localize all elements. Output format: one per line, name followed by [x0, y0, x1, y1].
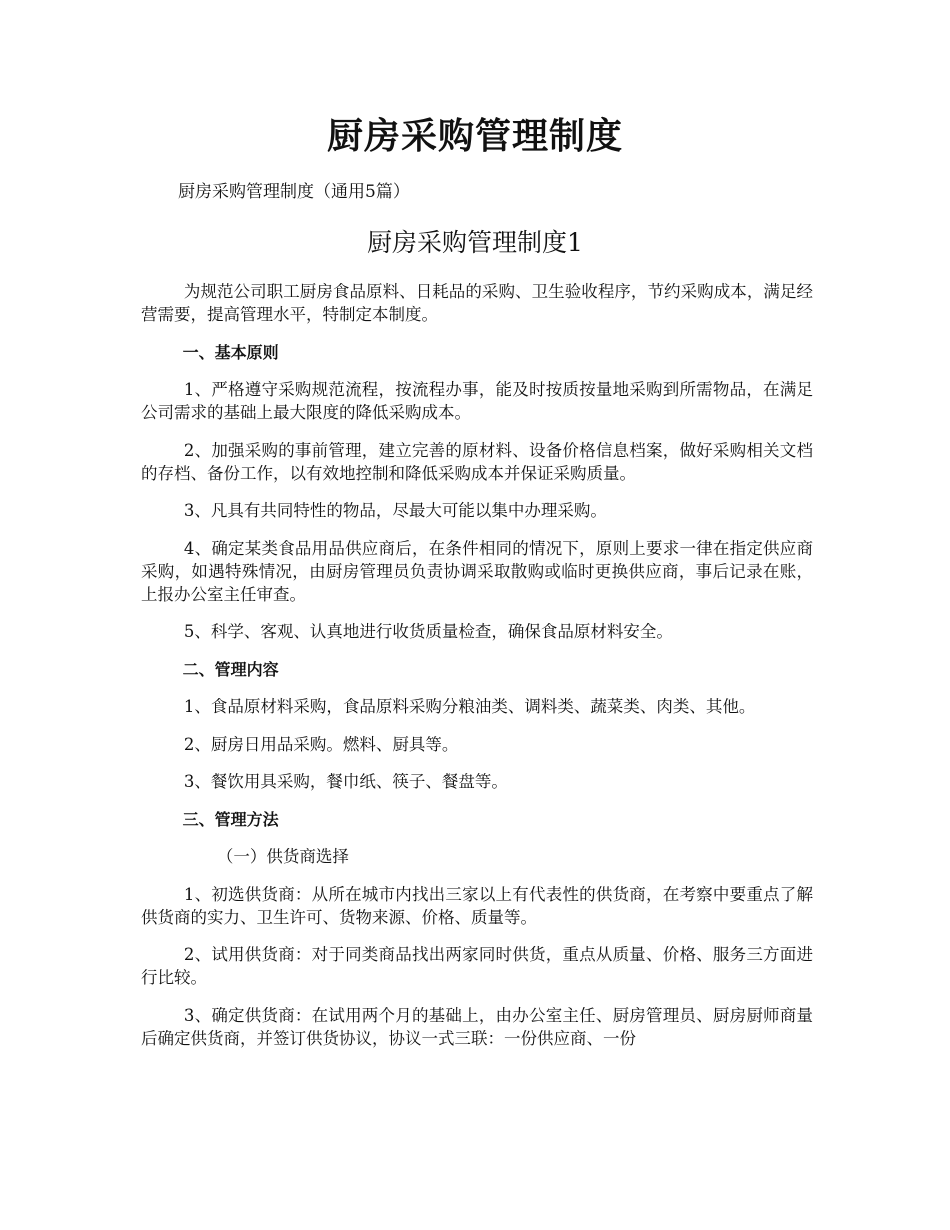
section-heading: 三、管理方法: [182, 809, 279, 829]
paragraph: 5、科学、客观、认真地进行收货质量检查，确保食品原材料安全。: [183, 622, 673, 641]
paragraph: 3、确定供货商：在试用两个月的基础上，由办公室主任、厨房管理员、厨房厨师商量后确定供货商，并签订供货协议，协议一式三联：一份供应商、一份: [141, 1005, 813, 1048]
paragraph: 1、严格遵守采购规范流程，按流程办事，能及时按质按量地采购到所需物品，在满足公司需求的基础上最大限度的降低采购成本。: [141, 380, 813, 422]
paragraph: 3、凡具有共同特性的物品，尽最大可能以集中办理采购。: [183, 501, 607, 520]
paragraph: 1、食品原材料采购，食品原料采购分粮油类、调料类、蔬菜类、肉类、其他。: [183, 697, 756, 716]
sub-heading: （一）供货商选择: [216, 847, 349, 866]
paragraph: 3、餐饮用具采购，餐巾纸、筷子、餐盘等。: [183, 772, 508, 791]
section-title: 厨房采购管理制度1: [367, 228, 583, 257]
paragraph: 2、厨房日用品采购。燃料、厨具等。: [183, 734, 459, 754]
document-subtitle: 厨房采购管理制度（通用5篇）: [178, 182, 410, 202]
paragraph: 1、初选供货商：从所在城市内找出三家以上有代表性的供货商，在考察中要重点了解供货商的实力、卫生许可、货物来源、价格、质量等。: [141, 884, 813, 927]
paragraph: 为规范公司职工厨房食品原料、日耗品的采购、卫生验收程序，节约采购成本，满足经营需要，提高管理水平，特制定本制度。: [141, 282, 813, 324]
document-title: 厨房采购管理制度: [326, 115, 623, 157]
section-heading: 二、管理内容: [182, 659, 279, 679]
paragraph: 2、试用供货商：对于同类商品找出两家同时供货，重点从质量、价格、服务三方面进行比较。: [141, 945, 813, 987]
section-heading: 一、基本原则: [182, 342, 279, 362]
paragraph: 2、加强采购的事前管理，建立完善的原材料、设备价格信息档案，做好采购相关文档的存档、备份工作，以有效地控制和降低采购成本并保证采购质量。: [141, 440, 813, 483]
paragraph: 4、确定某类食品用品供应商后，在条件相同的情况下，原则上要求一律在指定供应商采购，如遇特殊情况，由厨房管理员负责协调采取散购或临时更换供应商，事后记录在账，上报办公室主任审查。: [141, 538, 813, 604]
document-body: [141, 280, 813, 1064]
